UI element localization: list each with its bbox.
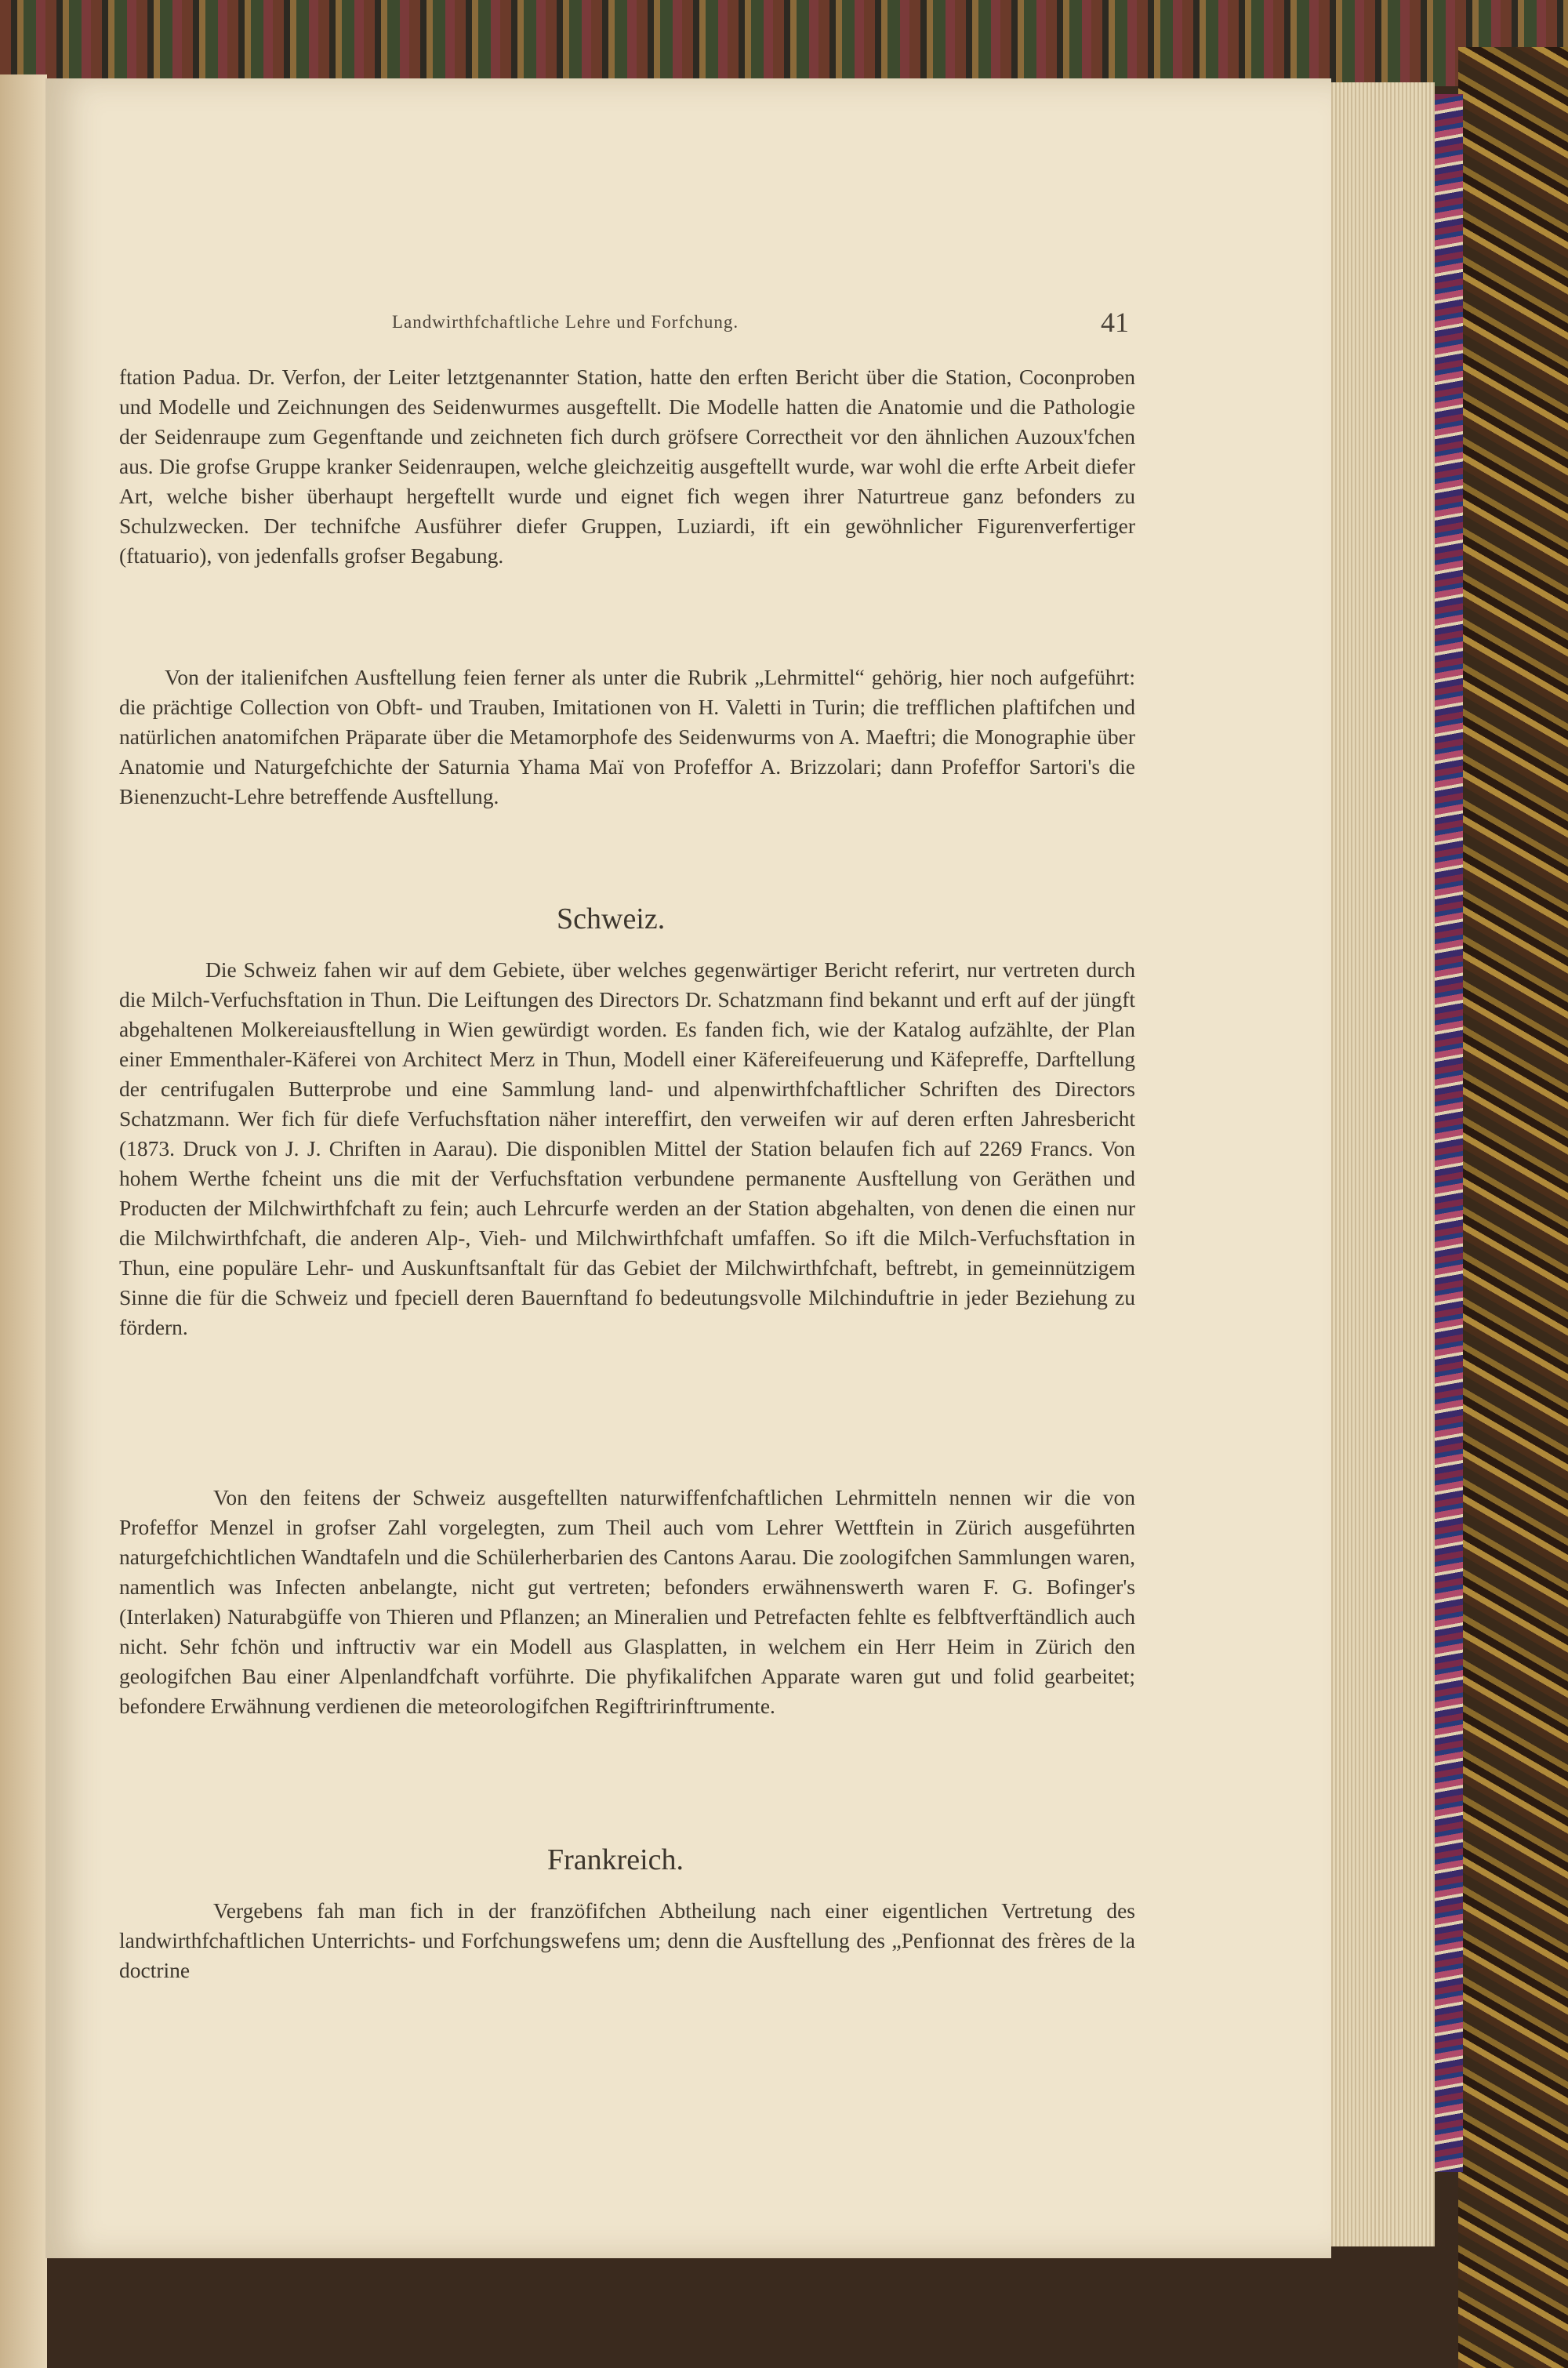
book-cover-top	[0, 0, 1568, 86]
page-stack-edges	[1325, 82, 1435, 2246]
facing-page-edge	[0, 74, 47, 2368]
paragraph-padua: ftation Padua. Dr. Verfon, der Leiter letztgenannter Station, hatte den erften Bericht über die Station, Coconproben und Modelle und Zeichnungen des Seidenwurmes ausgeftellt. Die Modelle hatten die Anatomie und die Pathologie der Seidenraupe zum Gegenftande und zeichneten fich durch gröfsere Correctheit vor den ähnlichen Auzoux'fchen aus. Die grofse Gruppe kranker Seidenraupen, welche gleichzeitig ausgeftellt wurde, war wohl die erfte Arbeit diefer Art, welche bisher überhaupt hergeftellt wurde und eignet fich wegen ihrer Naturtreue ganz befonders zu Schulzwecken. Der technifche Ausführer diefer Gruppen, Luziardi, ift ein gewöhnlicher Figurenverfertiger (ftatuario), von jedenfalls grofser Begabung.	[119, 365, 1135, 568]
marbled-page-edge	[1433, 94, 1463, 2172]
paragraph-schweiz-lehrmittel: Von den feitens der Schweiz ausgeftellten naturwiffenfchaftlichen Lehrmitteln nennen wir die von Profeffor Menzel in grofser Zahl vorgelegten, zum Theil auch vom Lehrer Wettftein in Zürich ausgeführten naturgefchichtlichen Wandtafeln und die Schülerherbarien des Cantons Aarau. Die zoologifchen Sammlungen waren, namentlich was Infecten anbelangte, nicht gut vertreten; befonders erwähnenswerth waren F. G. Bofinger's (Interlaken) Naturabgüffe von Thieren und Pflanzen; an Mineralien und Petrefacten fehlte es felbftverftändlich auch nicht. Sehr fchön und inftructiv war ein Modell aus Glasplatten, in welchem ein Herr Heim in Zürich den geologifchen Bau einer Alpenlandfchaft vorführte. Die phyfikalifchen Apparate waren gut und folid gearbeitet; befondere Erwähnung verdienen die meteorologifchen Regiftririnftrumente.	[119, 1485, 1135, 1718]
running-header	[392, 307, 1129, 343]
page-number: 41	[1101, 307, 1129, 338]
book-cover-marbled	[1458, 47, 1568, 2368]
paragraph-frankreich: Vergebens fah man fich in der franzöfifchen Abtheilung nach einer eigentlichen Vertretung des landwirthfchaftlichen Unterrichts- und Forfchungswefens um; denn die Ausftellung des „Penfionnat des frères de la doctrine	[119, 1898, 1135, 1982]
paragraph-schweiz-thun: Die Schweiz fahen wir auf dem Gebiete, über welches gegenwärtiger Bericht referirt, nur vertreten durch die Milch-Verfuchsftation in Thun. Die Leiftungen des Directors Dr. Schatzmann find bekannt und erft auf der jüngft abgehaltenen Molkereiausftellung in Wien gewürdigt worden. Es fanden fich, wie der Katalog aufzählte, der Plan einer Emmenthaler-Käferei von Architect Merz in Thun, Modell einer Käfereifeuerung und Käfepreffe, Darftellung der centrifugalen Butterprobe und eine Sammlung land- und alpenwirthfchaftlicher Schriften des Directors Schatzmann. Wer fich für diefe Verfuchsftation näher intereffirt, den verweifen wir auf deren erften Jahresbericht (1873. Druck von J. J. Chriften in Aarau). Die disponiblen Mittel der Station belaufen fich auf 2269 Francs. Von hohem Werthe fcheint uns die mit der Verfuchsftation verbundene permanente Ausftellung von Geräthen und Producten der Milchwirthfchaft zu fein; auch Lehrcurfe werden an der Station abgehalten, von denen die einen nur die Milchwirthfchaft, die anderen Alp-, Vieh- und Milchwirthfchaft umfaffen. So ift die Milch-Verfuchsftation in Thun, eine populäre Lehr- und Auskunftsanftalt für das Gebiet der Milchwirthfchaft, beftrebt, in gemeinnützigem Sinne die für die Schweiz und fpeciell deren Bauernftand fo bedeutungsvolle Milchinduftrie in jeder Beziehung zu fördern.	[119, 957, 1135, 1339]
section-heading-schweiz: Schweiz.	[557, 903, 666, 935]
running-title: Landwirthfchaftliche Lehre und Forfchung.	[392, 312, 739, 332]
section-heading-frankreich: Frankreich.	[546, 1843, 684, 1876]
paragraph-italian-exhibition: Von der italienifchen Ausftellung feien ferner als unter die Rubrik „Lehrmittel“ gehörig, hier noch aufgeführt: die prächtige Collection von Obft- und Trauben, Imitationen von H. Valetti in Turin; die trefflichen plaftifchen und natürlichen anatomifchen Präparate über die Metamorphofe des Seidenwurms von A. Maeftri; die Monographie über Anatomie und Naturgefchichte der Saturnia Yhama Maï von Profeffor A. Brizzolari; dann Profeffor Sartori's die Bienenzucht-Lehre betreffende Ausftellung.	[119, 665, 1135, 808]
